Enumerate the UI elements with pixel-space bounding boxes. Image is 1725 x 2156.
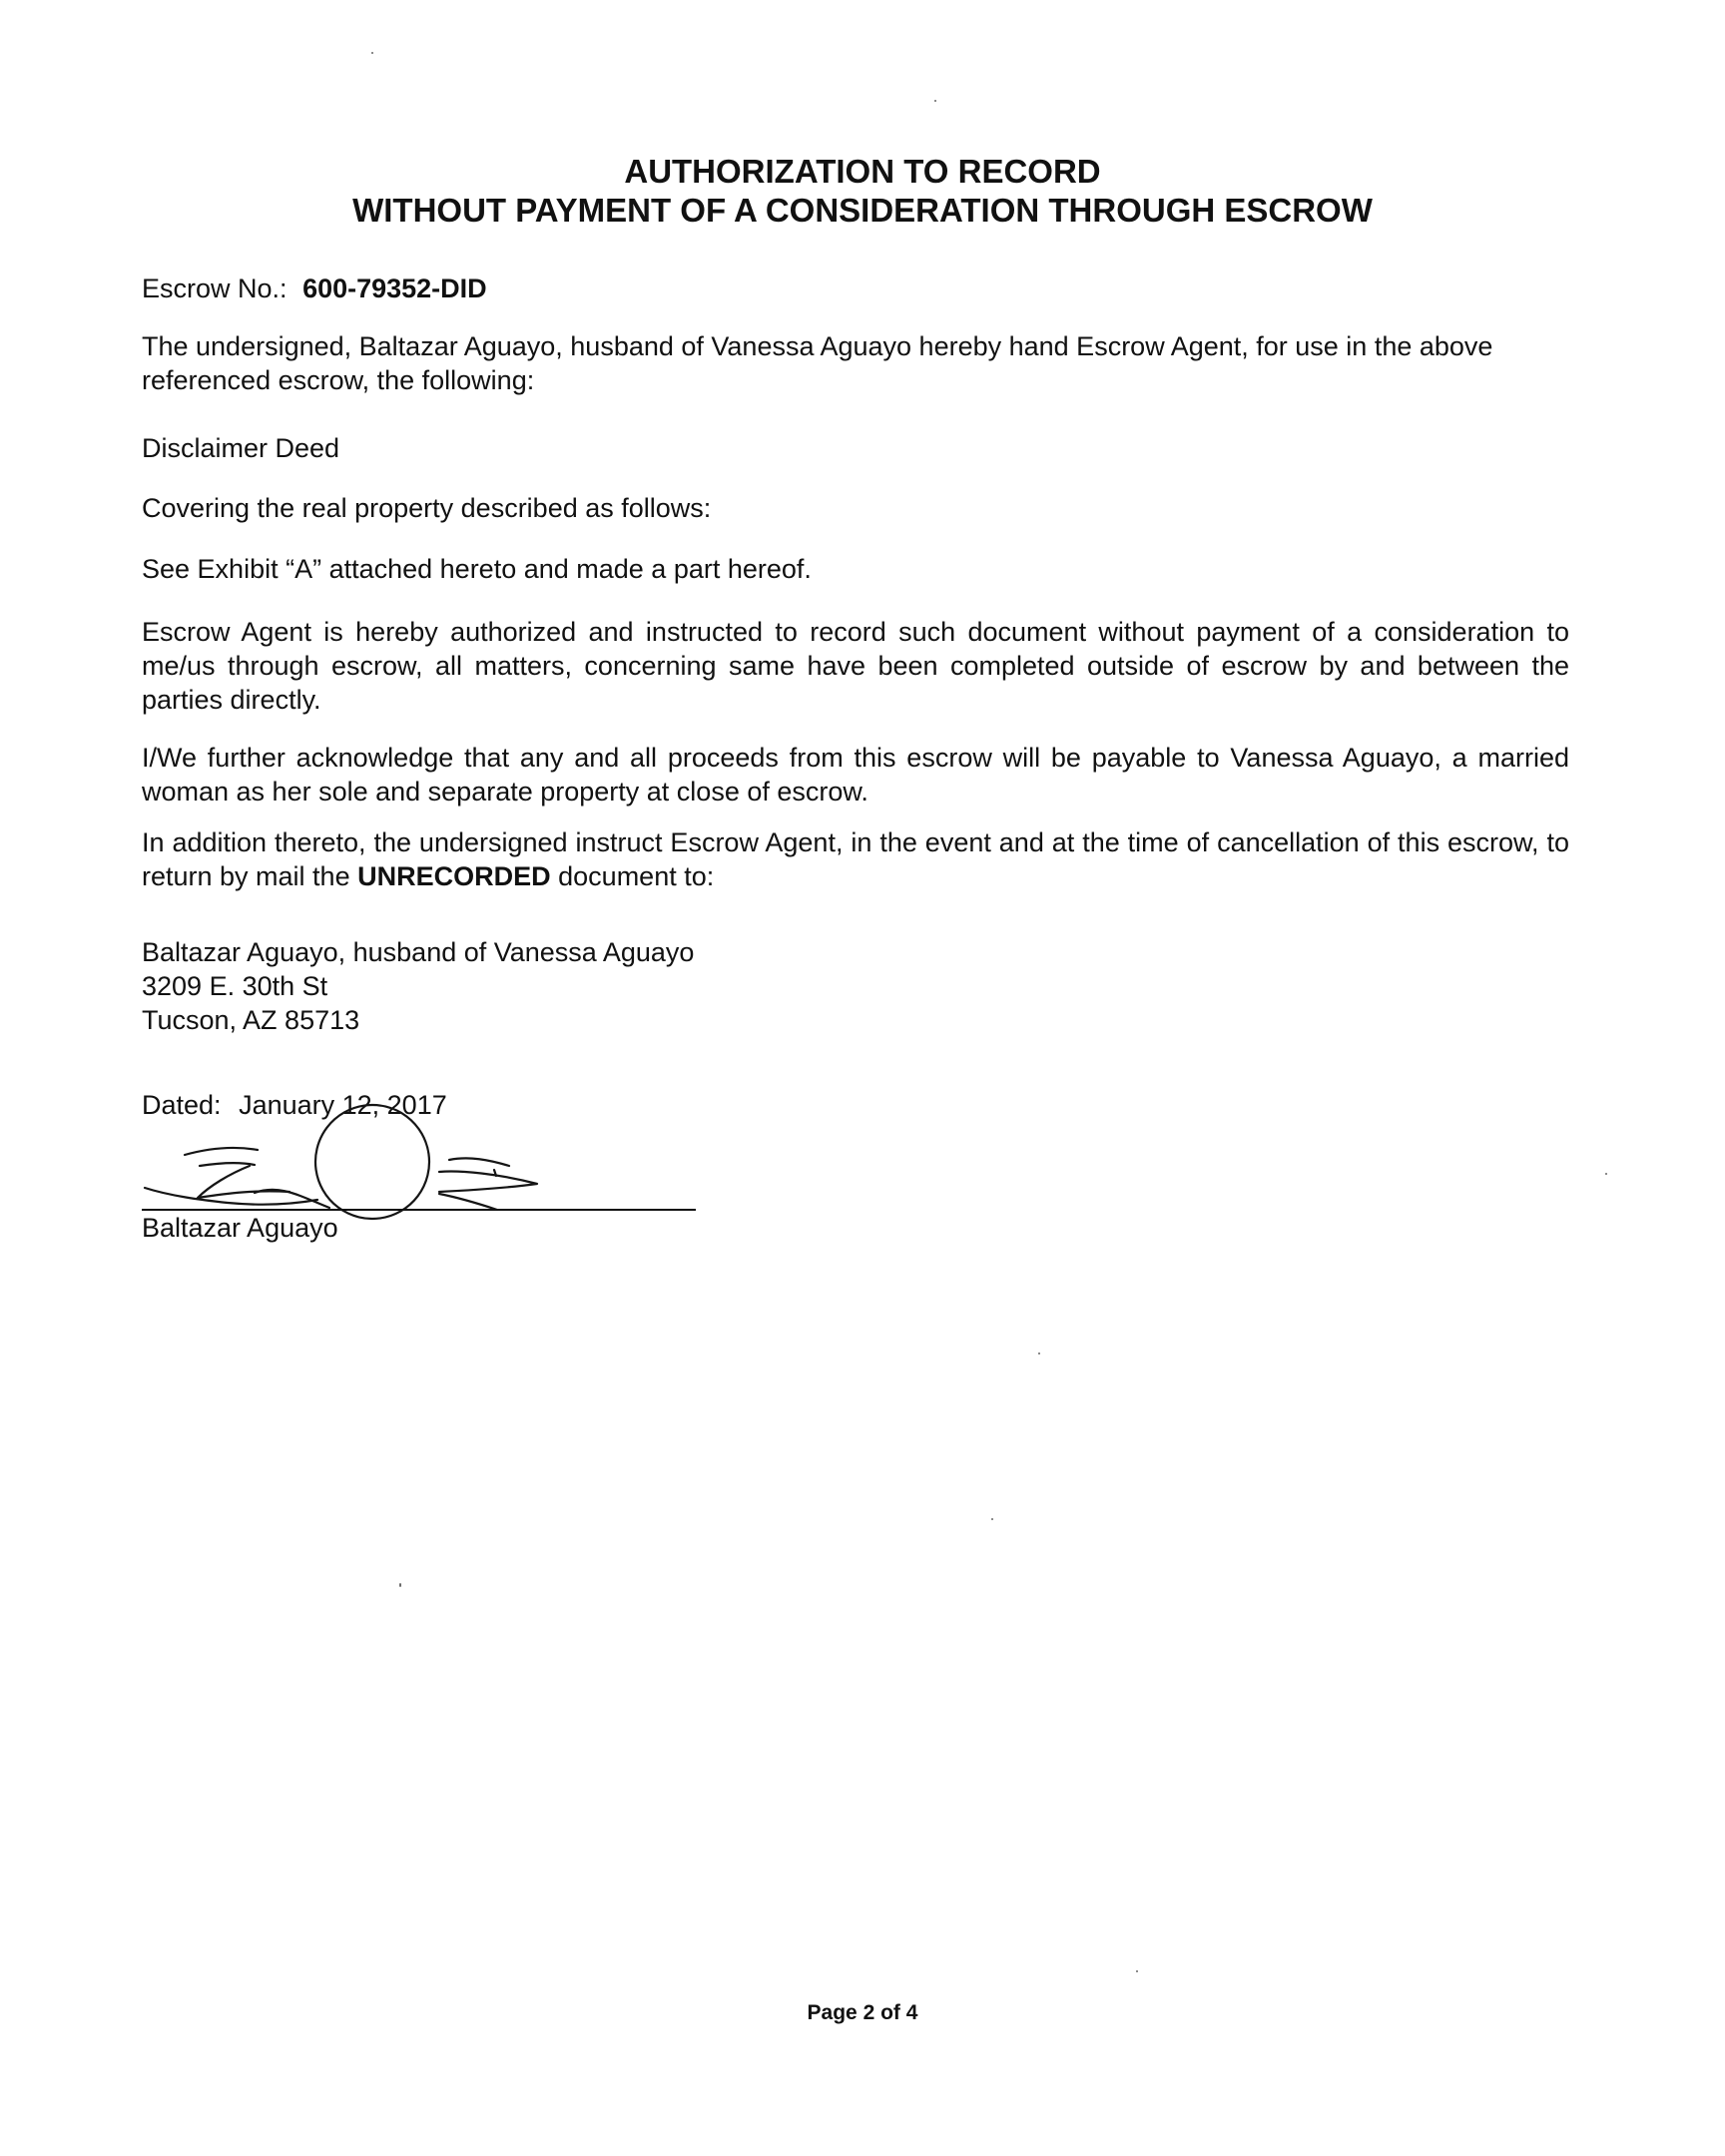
address-street: 3209 E. 30th St [142,971,328,1001]
covering-paragraph: Covering the real property described as follows: [142,493,712,523]
scan-speck [1605,1173,1607,1175]
document-title-line-1: AUTHORIZATION TO RECORD [624,153,1101,190]
scan-speck [991,1518,993,1520]
address-city: Tucson, AZ 85713 [142,1005,360,1035]
escrow-number-line [142,271,1569,305]
signer-name: Baltazar Aguayo [142,1213,338,1243]
page-number: Page 2 of 4 [807,2001,918,2024]
escrow-number-label: Escrow No.: [142,273,288,303]
scan-speck [934,100,936,102]
dated-label: Dated: [142,1090,222,1120]
intro-paragraph: The undersigned, Baltazar Aguayo, husband of Vanessa Aguayo hereby hand Escrow Agent, for use in the above referenced escrow, the following: [142,331,1493,395]
cancellation-text-part-2: document to: [558,861,715,891]
scan-speck [399,1583,401,1587]
escrow-number-value: 600-79352-DID [302,273,487,303]
document-title-line-2: WITHOUT PAYMENT OF A CONSIDERATION THROUGH ESCROW [352,192,1373,229]
scan-speck [1038,1352,1040,1354]
cancellation-text-part-1: In addition thereto, the undersigned instruct Escrow Agent, in the event and at the time of cancellation of this escrow, to return by mail the [142,827,1569,891]
return-address-block [142,935,1569,1037]
scan-speck [371,52,373,54]
exhibit-paragraph: See Exhibit “A” attached hereto and made a part hereof. [142,554,812,584]
authorization-paragraph: Escrow Agent is hereby authorized and instructed to record such document without payment of a consideration to me/us through escrow, all matters, concerning same have been completed outside of escrow by and between the parties directly. [142,617,1569,715]
unrecorded-emphasis: UNRECORDED [357,861,551,891]
cancellation-paragraph [142,825,1569,893]
acknowledge-paragraph: I/We further acknowledge that any and all proceeds from this escrow will be payable to Vanessa Aguayo, a married woman as her sole and separate property at close of escrow. [142,743,1569,807]
document-name: Disclaimer Deed [142,433,340,463]
address-name: Baltazar Aguayo, husband of Vanessa Aguayo [142,937,695,967]
scan-speck [1136,1970,1138,1972]
dated-value: January 12, 2017 [239,1090,447,1120]
